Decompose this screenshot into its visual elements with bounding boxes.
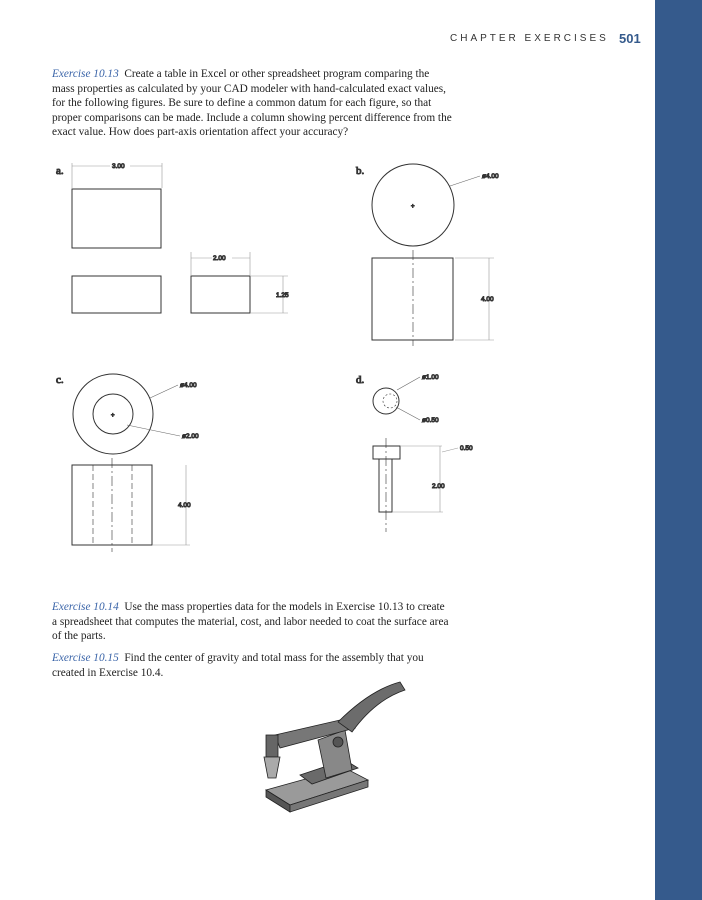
dimension-label: 1.25 bbox=[276, 292, 289, 299]
dimension-label: 0.50 bbox=[460, 445, 473, 452]
dimension-label: ø4.00 bbox=[482, 173, 499, 180]
dimension-label: ø2.00 bbox=[182, 433, 199, 440]
dimension-label: 3.00 bbox=[112, 163, 125, 170]
dimension-label: ø1.00 bbox=[422, 374, 439, 381]
running-header: CHAPTER EXERCISES bbox=[450, 33, 609, 44]
figure-letter: b. bbox=[356, 165, 365, 177]
dimension-label: 2.00 bbox=[213, 255, 226, 262]
dimension-label: 4.00 bbox=[481, 296, 494, 303]
dimension-label: ø4.00 bbox=[180, 382, 197, 389]
exercise-label: Exercise 10.13 bbox=[52, 68, 119, 80]
figure-letter: c. bbox=[56, 374, 64, 386]
figure-c bbox=[56, 374, 199, 552]
exercise-text: Use the mass properties data for the models in Exercise 10.13 to create a spreadsheet that computes the material, cost, and labor needed to coat the surface area of the parts. bbox=[52, 601, 449, 643]
figure-letter: a. bbox=[56, 165, 64, 177]
chapter-sidebar-tab bbox=[655, 0, 702, 900]
exercise-label: Exercise 10.15 bbox=[52, 652, 119, 664]
dimension-label: 2.00 bbox=[432, 483, 445, 490]
svg-text:+: + bbox=[111, 413, 115, 419]
exercise-text: Create a table in Excel or other spreadsheet program comparing the mass properties as calculated by your CAD modeler with hand-calculated exact values, for the following figures. Be sure to define a common datum for each figure, so that proper comparisons can be made. Include a column showing percent difference from the exact value. How does part-axis orientation affect your accuracy? bbox=[52, 68, 452, 139]
figure-a bbox=[56, 162, 289, 313]
dimension-label: ø0.50 bbox=[422, 417, 439, 424]
figure-b bbox=[356, 164, 499, 346]
exercise-label: Exercise 10.14 bbox=[52, 601, 119, 613]
figure-letter: d. bbox=[356, 374, 365, 386]
toggle-clamp-assembly-image bbox=[264, 682, 405, 812]
dimension-label: 4.00 bbox=[178, 502, 191, 509]
exercise-text: Find the center of gravity and total mass for the assembly that you created in Exercise 10.4. bbox=[52, 652, 424, 679]
figure-d bbox=[356, 374, 473, 532]
page-number: 501 bbox=[619, 31, 641, 46]
svg-text:+: + bbox=[411, 204, 415, 210]
